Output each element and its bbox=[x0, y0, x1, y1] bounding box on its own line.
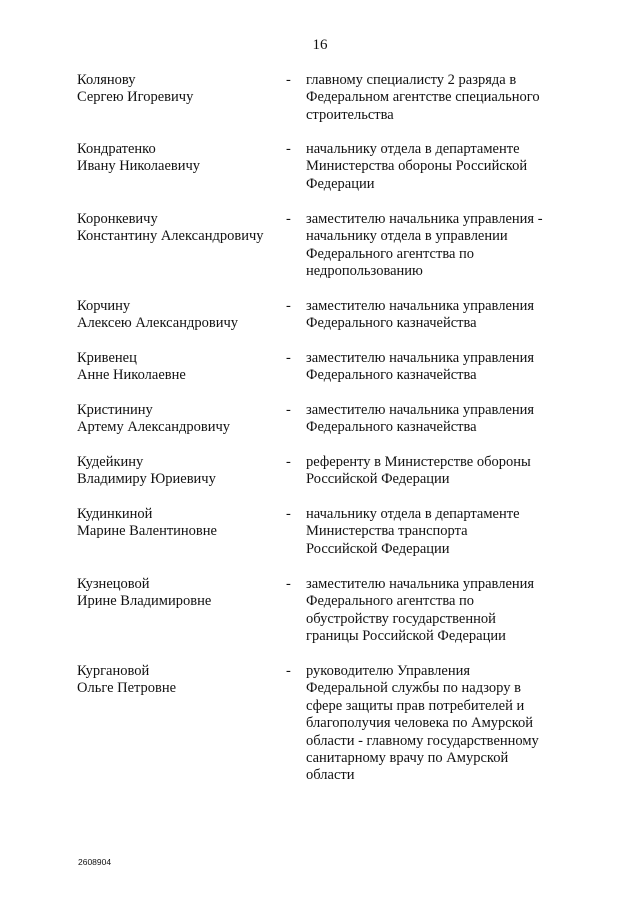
surname: Корчину bbox=[77, 298, 131, 314]
dash-separator: - bbox=[286, 141, 291, 157]
position-line: Федерального казначейства bbox=[306, 367, 477, 384]
dash-separator: - bbox=[286, 402, 291, 418]
person-name bbox=[77, 72, 277, 107]
given-names: Ивану Николаевичу bbox=[77, 158, 201, 175]
position-title bbox=[306, 72, 566, 124]
page-number: 16 bbox=[312, 37, 328, 53]
dash-separator: - bbox=[286, 298, 291, 314]
position-line: заместителю начальника управления - bbox=[306, 211, 543, 227]
given-names: Владимиру Юриевичу bbox=[77, 471, 216, 488]
person-name bbox=[77, 141, 277, 176]
given-names: Сергею Игоревичу bbox=[77, 89, 194, 106]
position-line: сфере защиты прав потребителей и bbox=[306, 697, 525, 714]
person-name bbox=[77, 576, 277, 611]
position-title bbox=[306, 454, 566, 489]
position-line: Министерства транспорта bbox=[306, 523, 468, 540]
position-line: Министерства обороны Российской bbox=[306, 158, 528, 175]
surname: Кристинину bbox=[77, 402, 153, 418]
person-name bbox=[77, 454, 277, 489]
position-line: главному специалисту 2 разряда в bbox=[306, 72, 517, 88]
surname: Коронкевичу bbox=[77, 211, 158, 227]
position-line: начальнику отдела в департаменте bbox=[306, 506, 520, 522]
person-name bbox=[77, 298, 277, 333]
position-line: Федеральной службы по надзору в bbox=[306, 680, 521, 697]
position-line: заместителю начальника управления bbox=[306, 402, 535, 418]
position-line: границы Российской Федерации bbox=[306, 628, 506, 645]
position-title bbox=[306, 506, 566, 558]
position-line: строительства bbox=[306, 106, 394, 123]
position-line: заместителю начальника управления bbox=[306, 298, 535, 314]
position-line: Российской Федерации bbox=[306, 471, 450, 488]
position-line: Федерального агентства по bbox=[306, 245, 475, 262]
position-line: области bbox=[306, 767, 355, 784]
position-title bbox=[306, 211, 566, 281]
position-line: Федерального агентства по bbox=[306, 593, 475, 610]
dash-separator: - bbox=[286, 211, 291, 227]
given-names: Артему Александровичу bbox=[77, 419, 231, 436]
given-names: Алексею Александровичу bbox=[77, 315, 238, 332]
person-name bbox=[77, 663, 277, 698]
position-line: начальнику отдела в департаменте bbox=[306, 141, 520, 157]
dash-separator: - bbox=[286, 663, 291, 679]
surname: Колянову bbox=[77, 72, 136, 88]
given-names: Марине Валентиновне bbox=[77, 523, 217, 540]
surname: Кривенец bbox=[77, 350, 137, 366]
position-line: Российской Федерации bbox=[306, 540, 450, 557]
surname: Кондратенко bbox=[77, 141, 156, 157]
position-line: референту в Министерстве обороны bbox=[306, 454, 531, 470]
document-code: 2608904 bbox=[78, 857, 112, 867]
position-title bbox=[306, 402, 566, 437]
dash-separator: - bbox=[286, 576, 291, 592]
dash-separator: - bbox=[286, 350, 291, 366]
person-name bbox=[77, 402, 277, 437]
dash-separator: - bbox=[286, 72, 291, 88]
position-line: Федерального казначейства bbox=[306, 315, 477, 332]
position-line: области - главному государственному bbox=[306, 732, 539, 749]
position-line: благополучия человека по Амурской bbox=[306, 715, 534, 732]
position-line: руководителю Управления bbox=[306, 663, 471, 679]
dash-separator: - bbox=[286, 506, 291, 522]
given-names: Константину Александровичу bbox=[77, 228, 264, 245]
position-line: заместителю начальника управления bbox=[306, 350, 535, 366]
position-line: начальнику отдела в управлении bbox=[306, 228, 508, 245]
position-title bbox=[306, 663, 566, 785]
position-line: Федеральном агентстве специального bbox=[306, 89, 540, 106]
position-title bbox=[306, 350, 566, 385]
position-line: обустройству государственной bbox=[306, 610, 496, 627]
position-line: Федерации bbox=[306, 175, 375, 192]
position-line: недропользованию bbox=[306, 263, 423, 280]
person-name bbox=[77, 211, 277, 246]
position-title bbox=[306, 298, 566, 333]
position-line: заместителю начальника управления bbox=[306, 576, 535, 592]
surname: Кудинкиной bbox=[77, 506, 153, 522]
position-title bbox=[306, 576, 566, 646]
position-line: Федерального казначейства bbox=[306, 419, 477, 436]
person-name bbox=[77, 350, 277, 385]
position-line: санитарному врачу по Амурской bbox=[306, 750, 509, 767]
given-names: Ольге Петровне bbox=[77, 680, 177, 697]
position-title bbox=[306, 141, 566, 193]
surname: Кургановой bbox=[77, 663, 150, 679]
given-names: Анне Николаевне bbox=[77, 367, 186, 384]
given-names: Ирине Владимировне bbox=[77, 593, 212, 610]
surname: Кудейкину bbox=[77, 454, 144, 470]
dash-separator: - bbox=[286, 454, 291, 470]
person-name bbox=[77, 506, 277, 541]
surname: Кузнецовой bbox=[77, 576, 150, 592]
